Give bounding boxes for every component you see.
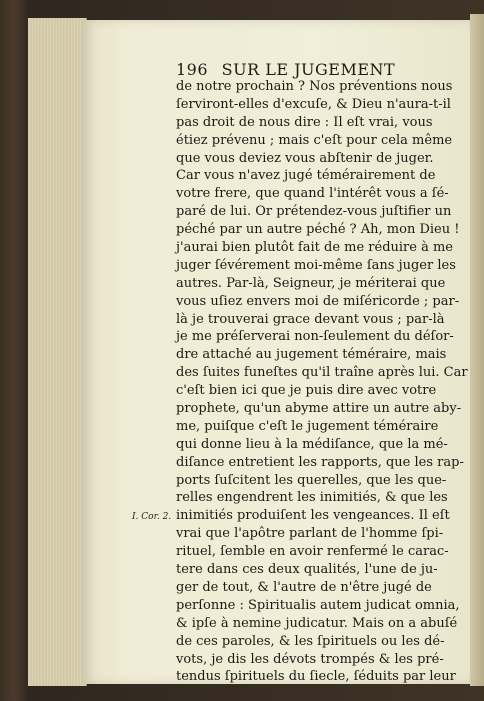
facing-page-edge — [470, 14, 484, 686]
page-edges — [28, 18, 87, 686]
text-line: me, puiſque c'eſt le jugement téméraire — [176, 418, 439, 434]
text-line: vous uſiez envers moi de miſéricorde ; par- — [176, 293, 460, 309]
text-line: ſerviront-elles d'excuſe, & Dieu n'aura-t-il — [176, 96, 451, 112]
margin-reference: I. Cor. 2. — [132, 512, 172, 522]
page-number: 196 — [176, 60, 209, 79]
text-line: ports ſuſcitent les querelles, que les que- — [176, 472, 447, 488]
running-title: SUR LE JUGEMENT — [221, 60, 396, 79]
text-line: des ſuites funeſtes qu'il traîne après lui. Car — [176, 365, 468, 381]
text-line: que vous deviez vous abſtenir de juger. — [176, 150, 434, 166]
text-line: votre frere, que quand l'intérêt vous a ſé- — [176, 186, 449, 202]
text-line: là je trouverai grace devant vous ; par-là — [176, 311, 445, 327]
text-line: inimitiés produiſent les vengeances. Il eſt — [176, 508, 450, 524]
text-line: j'aurai bien plutôt fait de me réduire à me — [176, 240, 453, 256]
text-line: qui donne lieu à la médiſance, que la mé- — [176, 436, 448, 452]
text-line: & ipſe à nemine judicatur. Mais on a abuſé — [176, 615, 458, 631]
text-line: diſance entretient les rapports, que les rap- — [176, 454, 464, 470]
text-line: vrai que l'apôtre parlant de l'homme ſpi- — [176, 526, 444, 542]
text-line: paré de lui. Or prétendez-vous juſtifier un — [176, 204, 452, 220]
text-line: prophete, qu'un abyme attire un autre aby- — [176, 401, 462, 417]
text-line: pas droit de nous dire : Il eſt vrai, vous — [176, 114, 433, 130]
text-line: vots, je dis les dévots trompés & les pré- — [176, 651, 444, 667]
text-line: de notre prochain ? Nos préventions nous — [176, 79, 453, 94]
text-line: péché par un autre péché ? Ah, mon Dieu ! — [176, 222, 460, 238]
text-line: relles engendrent les inimitiés, & que les — [176, 490, 448, 506]
text-line: c'eſt bien ici que je puis dire avec votre — [176, 383, 437, 399]
body-text — [176, 78, 468, 686]
text-line: rituel, ſemble en avoir renfermé le carac- — [176, 544, 449, 560]
text-line: ger de tout, & l'autre de n'être jugé de — [176, 579, 432, 595]
text-line: je me préſerverai non-ſeulement du déſor- — [176, 329, 454, 345]
text-line: juger ſévérement moi-même ſans juger les — [176, 257, 456, 273]
text-line: étiez prévenu ; mais c'eſt pour cela même — [176, 132, 453, 148]
text-line: dre attaché au jugement téméraire, mais — [176, 347, 447, 363]
text-line: tendus ſpirituels du ſiecle, ſéduits par leur — [176, 669, 456, 685]
text-line: Car vous n'avez jugé témérairement de — [176, 168, 436, 184]
text-line: perſonne : Spiritualis autem judicat omnia, — [176, 597, 460, 613]
text-line: de ces paroles, & les ſpirituels ou les dé- — [176, 633, 445, 649]
text-line: autres. Par-là, Seigneur, je mériterai que — [176, 275, 446, 291]
text-line: tere dans ces deux qualités, l'une de ju- — [176, 562, 438, 578]
